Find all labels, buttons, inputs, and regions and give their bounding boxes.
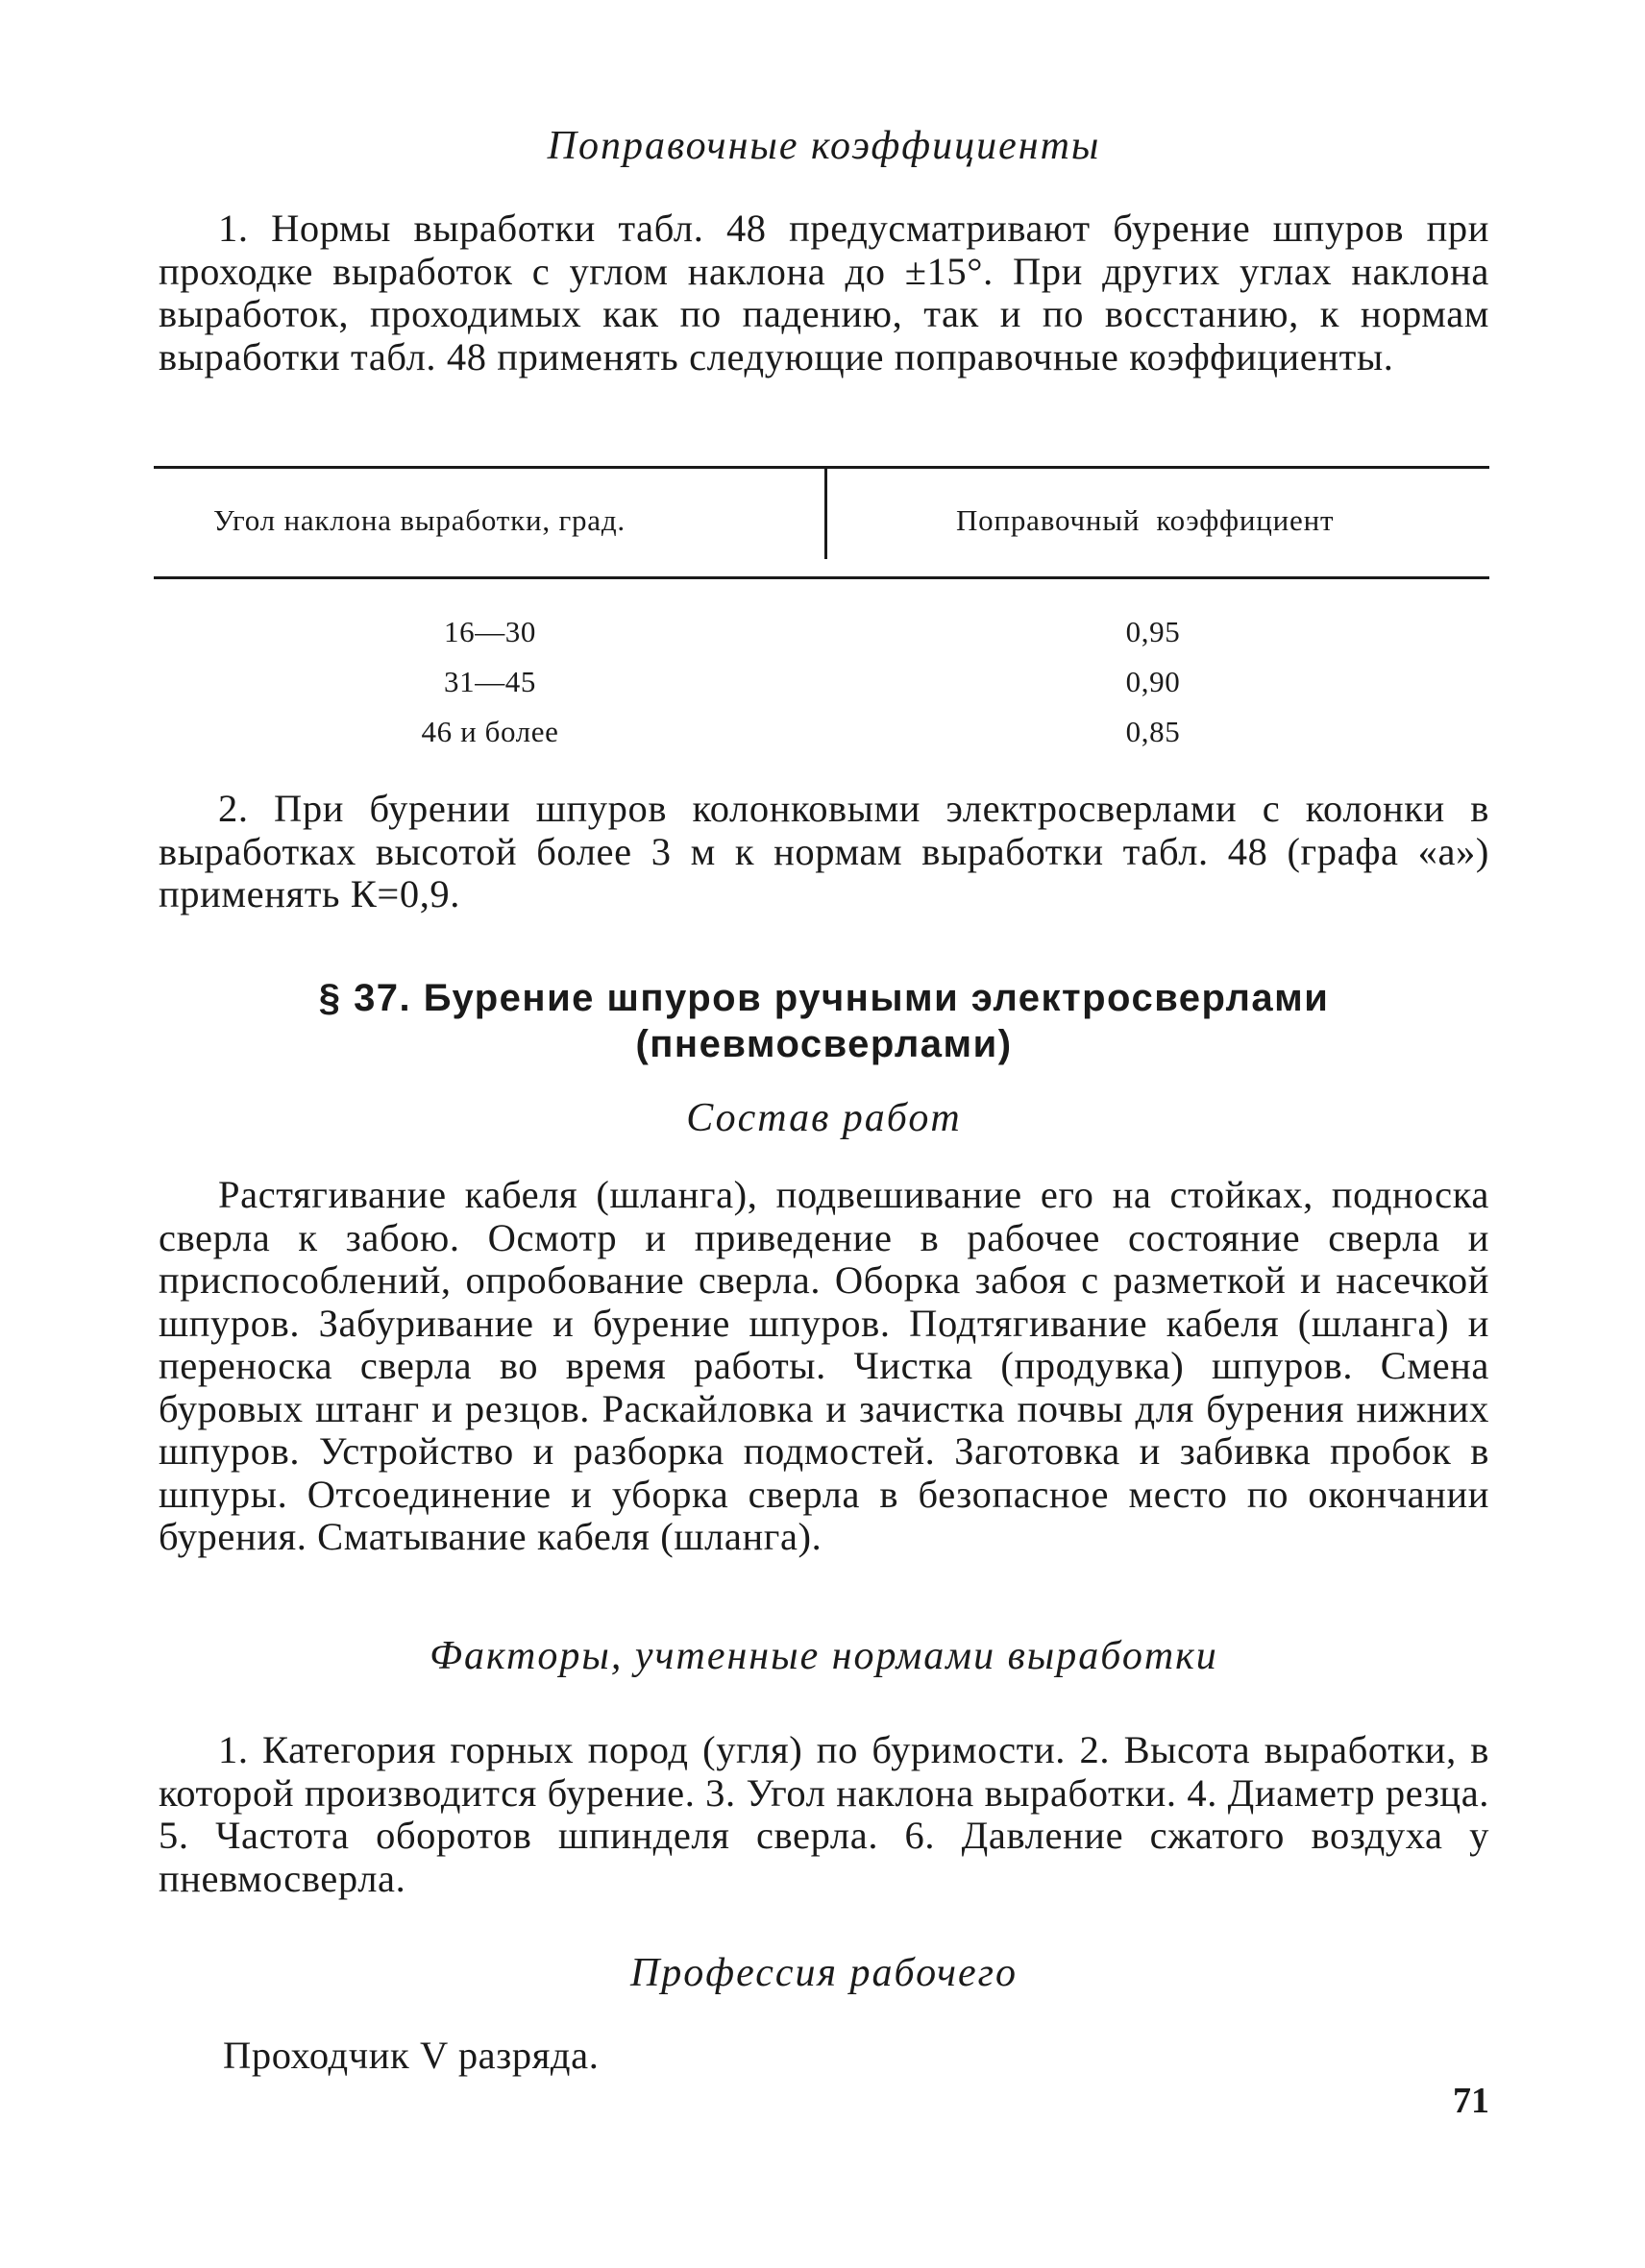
heading-factors: Факторы, учтенные нормами выработки (430, 1634, 1218, 1678)
table-column-divider (824, 468, 827, 559)
table-cell-angle: 46 и более (421, 715, 559, 748)
table-cell-coefficient: 0,90 (1125, 665, 1181, 698)
heading-corrections: Поправочные коэффициенты (547, 124, 1101, 168)
heading-composition: Состав работ (686, 1096, 962, 1140)
table-cell-angle: 31—45 (444, 665, 536, 698)
section-title-line1: § 37. Бурение шпуров ручными электросверлами (318, 977, 1330, 1019)
table-cell-coefficient: 0,85 (1125, 715, 1181, 748)
table-header-coefficient: Поправочный коэффициент (956, 503, 1335, 537)
profession-text: Проходчик V разряда. (223, 2034, 600, 2077)
heading-profession: Профессия рабочего (629, 1951, 1019, 1995)
table-top-rule (154, 466, 1489, 469)
table-cell-angle: 16—30 (444, 615, 536, 648)
table-header-angle: Угол наклона выработки, град. (213, 503, 626, 537)
section-title-line2: (пневмосверлами) (635, 1023, 1013, 1065)
paragraph-column-drills: 2. При бурении шпуров колонковыми электросверлами с колонки в выработках высотой более 3 м к нормам выработки табл. 48 (графа «а») применять К=0,9. (159, 787, 1489, 915)
page-number: 71 (1453, 2081, 1489, 2121)
table-header-rule (154, 576, 1489, 579)
paragraph-factors: 1. Категория горных пород (угля) по буримости. 2. Высота выработки, в которой производится бурение. 3. Угол наклона выработки. 4. Диаметр резца. 5. Частота оборотов шпинделя сверла. 6. Давление сжатого воздуха у пневмосверла. (159, 1728, 1489, 1900)
paragraph-norms: 1. Нормы выработки табл. 48 предусматривают бурение шпуров при проходке выработок с углом наклона до ±15°. При других углах наклона выработок, проходимых как по падению, так и по восстанию, к нормам выработки табл. 48 применять следующие поправочные коэффициенты. (159, 207, 1489, 378)
paragraph-composition: Растягивание кабеля (шланга), подвешивание его на стойках, подноска сверла к забою. Осмотр и приведение в рабочее состояние сверла и приспособлений, опробование сверла. Оборка забоя с разметкой и насечкой шпуров. Забуривание и бурение шпуров. Подтягивание кабеля (шланга) и переноска сверла во время работы. Чистка (продувка) шпуров. Смена буровых штанг и резцов. Раскайловка и зачистка почвы для бурения нижних шпуров. Устройство и разборка подмостей. Заготовка и забивка пробок в шпуры. Отсоединение и уборка сверла в безопасное место по окончании бурения. Сматывание кабеля (шланга). (159, 1173, 1489, 1558)
table-cell-coefficient: 0,95 (1125, 615, 1181, 648)
